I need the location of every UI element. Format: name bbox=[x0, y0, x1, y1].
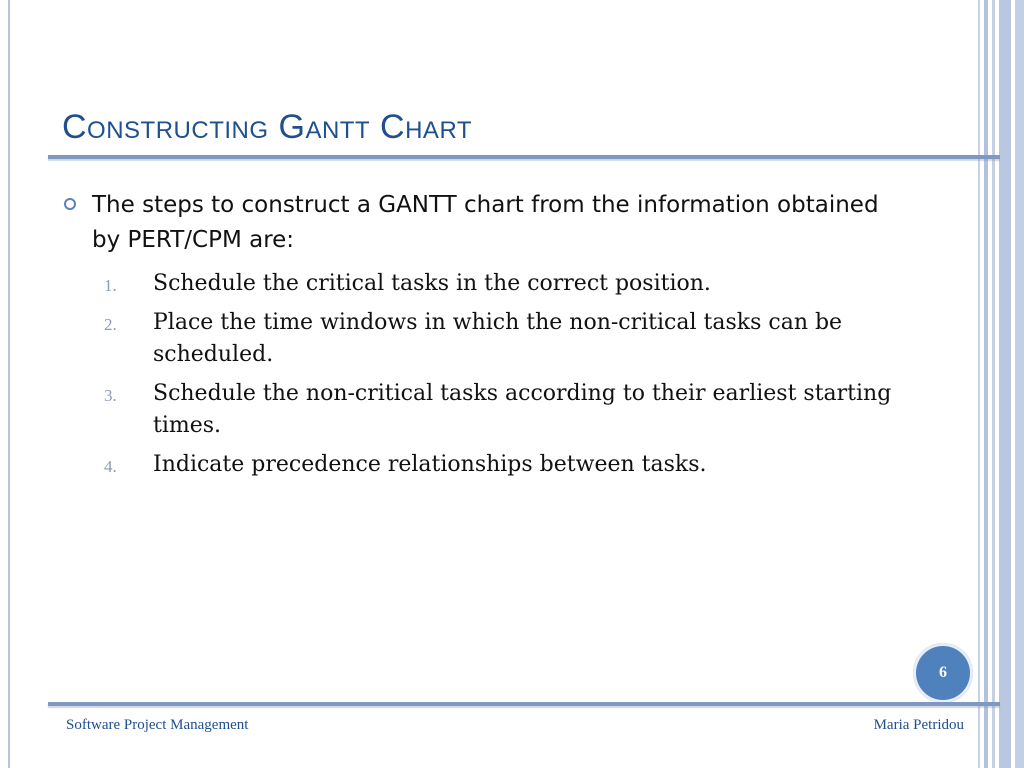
slide-title: Constructing Gantt Chart bbox=[62, 108, 472, 146]
footer-divider bbox=[48, 702, 1000, 706]
step-item bbox=[100, 449, 940, 481]
steps-list bbox=[100, 268, 940, 488]
left-border bbox=[8, 0, 10, 768]
step-item bbox=[100, 268, 940, 300]
step-text: Schedule the critical tasks in the correct position. bbox=[153, 271, 711, 296]
stripe bbox=[984, 0, 988, 768]
step-number: 4. bbox=[104, 457, 117, 476]
stripe bbox=[999, 0, 1011, 768]
stripe bbox=[1015, 0, 1024, 768]
step-item bbox=[100, 307, 940, 371]
step-text: Schedule the non-critical tasks according to their earliest starting times. bbox=[153, 381, 892, 438]
ring-bullet-icon bbox=[64, 198, 76, 210]
step-item bbox=[100, 378, 940, 442]
stripe bbox=[978, 0, 980, 768]
footer-course: Software Project Management bbox=[66, 717, 249, 733]
page-number-badge: 6 bbox=[913, 643, 973, 703]
step-text: Indicate precedence relationships between tasks. bbox=[153, 452, 707, 477]
intro-text: The steps to construct a GANTT chart from the information obtained by PERT/CPM are: bbox=[92, 192, 879, 253]
step-number: 3. bbox=[104, 386, 117, 405]
decorative-stripes bbox=[978, 0, 1024, 768]
step-number: 2. bbox=[104, 315, 117, 334]
step-text: Place the time windows in which the non-critical tasks can be scheduled. bbox=[153, 310, 843, 367]
footer-author: Maria Petridou bbox=[873, 717, 964, 733]
title-divider bbox=[48, 155, 1000, 159]
step-number: 1. bbox=[104, 276, 117, 295]
stripe bbox=[992, 0, 995, 768]
